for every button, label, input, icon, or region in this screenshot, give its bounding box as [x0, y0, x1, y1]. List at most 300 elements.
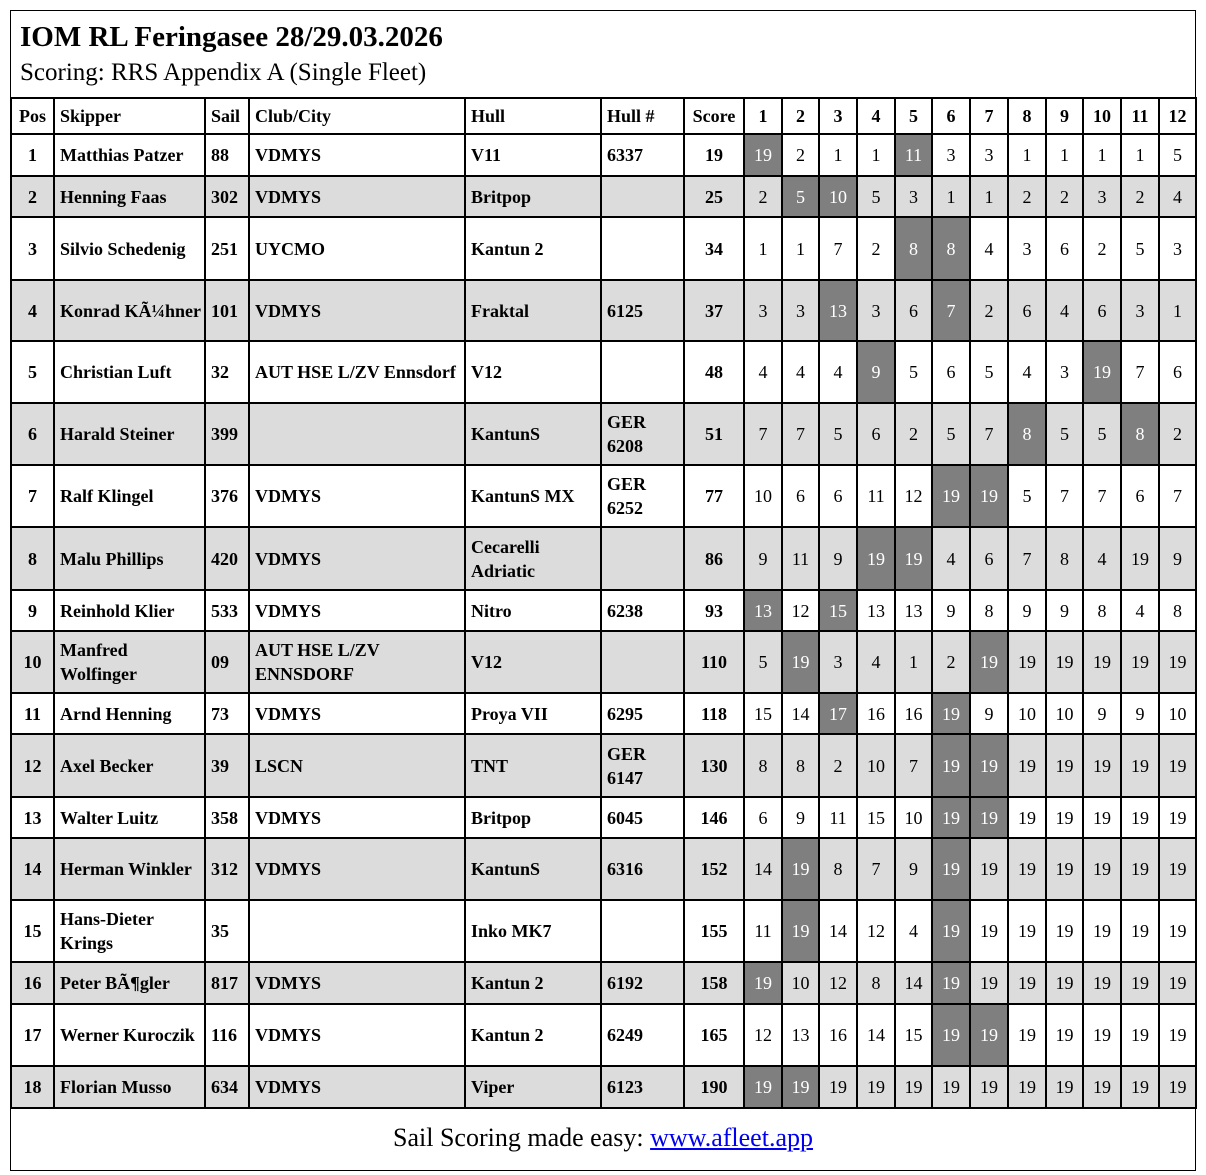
race-score-discarded: 19 [744, 962, 782, 1004]
race-score: 13 [895, 590, 932, 631]
hull-cell: V11 [465, 134, 601, 176]
race-score: 19 [1121, 631, 1159, 693]
race-score-discarded: 19 [932, 797, 970, 838]
table-row [11, 590, 1196, 631]
column-header: Hull # [601, 98, 684, 134]
club-cell: VDMYS [249, 176, 465, 217]
score-cell: 93 [684, 590, 744, 631]
sail-number-cell: 302 [205, 176, 249, 217]
race-score: 5 [819, 403, 857, 465]
race-score: 19 [1046, 900, 1083, 962]
race-score: 11 [744, 900, 782, 962]
column-header: Skipper [54, 98, 205, 134]
race-score-discarded: 17 [819, 693, 857, 734]
race-score: 15 [857, 797, 895, 838]
race-score: 19 [1159, 734, 1196, 797]
race-score: 11 [782, 527, 819, 590]
hull-cell: V12 [465, 631, 601, 693]
column-header: Hull [465, 98, 601, 134]
race-score: 8 [782, 734, 819, 797]
position-cell: 8 [11, 527, 54, 590]
skipper-cell: Reinhold Klier [54, 590, 205, 631]
column-header: 2 [782, 98, 819, 134]
column-header: 5 [895, 98, 932, 134]
race-score: 19 [1008, 1066, 1046, 1108]
hull-cell: Britpop [465, 176, 601, 217]
hull-number-cell: 6249 [601, 1004, 684, 1066]
race-score: 16 [857, 693, 895, 734]
race-score: 8 [744, 734, 782, 797]
hull-number-cell: GER 6147 [601, 734, 684, 797]
race-score: 19 [1121, 838, 1159, 900]
score-cell: 48 [684, 341, 744, 403]
hull-number-cell [601, 217, 684, 280]
score-cell: 77 [684, 465, 744, 527]
table-row [11, 962, 1196, 1004]
race-score: 8 [857, 962, 895, 1004]
skipper-cell: Axel Becker [54, 734, 205, 797]
race-score: 1 [895, 631, 932, 693]
column-header: Club/City [249, 98, 465, 134]
position-cell: 7 [11, 465, 54, 527]
footer-text: Sail Scoring made easy: [393, 1123, 651, 1152]
table-row [11, 280, 1196, 341]
race-score: 19 [1046, 838, 1083, 900]
score-cell: 152 [684, 838, 744, 900]
score-cell: 86 [684, 527, 744, 590]
race-score: 19 [1008, 838, 1046, 900]
race-score: 16 [895, 693, 932, 734]
race-score: 19 [1083, 734, 1121, 797]
club-cell: VDMYS [249, 962, 465, 1004]
sail-number-cell: 73 [205, 693, 249, 734]
score-cell: 158 [684, 962, 744, 1004]
race-score: 5 [1008, 465, 1046, 527]
race-score: 10 [1046, 693, 1083, 734]
club-cell [249, 900, 465, 962]
club-cell: AUT HSE L/ZV ENNSDORF [249, 631, 465, 693]
results-table [10, 97, 1197, 1109]
skipper-cell: Walter Luitz [54, 797, 205, 838]
race-score: 4 [1008, 341, 1046, 403]
race-score: 6 [857, 403, 895, 465]
race-score: 15 [895, 1004, 932, 1066]
race-score-discarded: 19 [744, 134, 782, 176]
column-header: 7 [970, 98, 1008, 134]
race-score: 4 [819, 341, 857, 403]
race-score: 19 [970, 900, 1008, 962]
race-score: 10 [744, 465, 782, 527]
club-cell: VDMYS [249, 797, 465, 838]
race-score: 1 [1046, 134, 1083, 176]
skipper-cell: Ralf Klingel [54, 465, 205, 527]
race-score: 10 [1159, 693, 1196, 734]
race-score-discarded: 11 [895, 134, 932, 176]
race-score: 9 [1121, 693, 1159, 734]
race-score-discarded: 19 [932, 465, 970, 527]
race-score: 7 [1159, 465, 1196, 527]
results-sheet [10, 10, 1196, 1171]
position-cell: 9 [11, 590, 54, 631]
race-score: 19 [1046, 962, 1083, 1004]
race-score: 19 [1046, 1004, 1083, 1066]
race-score: 19 [1121, 900, 1159, 962]
sail-number-cell: 88 [205, 134, 249, 176]
column-header: 9 [1046, 98, 1083, 134]
race-score: 13 [782, 1004, 819, 1066]
race-score: 3 [857, 280, 895, 341]
column-header: 1 [744, 98, 782, 134]
hull-cell: KantunS MX [465, 465, 601, 527]
sail-number-cell: 533 [205, 590, 249, 631]
club-cell: VDMYS [249, 838, 465, 900]
race-score: 3 [895, 176, 932, 217]
table-row [11, 176, 1196, 217]
race-score: 2 [819, 734, 857, 797]
race-score: 19 [1008, 734, 1046, 797]
race-score: 7 [782, 403, 819, 465]
race-score: 1 [970, 176, 1008, 217]
column-header: 12 [1159, 98, 1196, 134]
race-score: 19 [1159, 1004, 1196, 1066]
race-score: 6 [1159, 341, 1196, 403]
race-score-discarded: 19 [1083, 341, 1121, 403]
score-cell: 155 [684, 900, 744, 962]
race-score: 19 [1008, 1004, 1046, 1066]
hull-cell: Kantun 2 [465, 1004, 601, 1066]
race-score: 19 [1083, 962, 1121, 1004]
hull-cell: KantunS [465, 838, 601, 900]
race-score: 19 [1121, 1066, 1159, 1108]
race-score: 4 [1159, 176, 1196, 217]
race-score-discarded: 19 [932, 838, 970, 900]
skipper-cell: Hans-Dieter Krings [54, 900, 205, 962]
race-score: 2 [895, 403, 932, 465]
footer [11, 1123, 1195, 1153]
column-header: 6 [932, 98, 970, 134]
race-score: 19 [932, 1066, 970, 1108]
table-row [11, 631, 1196, 693]
race-score: 4 [857, 631, 895, 693]
race-score: 1 [932, 176, 970, 217]
race-score: 5 [744, 631, 782, 693]
club-cell: VDMYS [249, 134, 465, 176]
position-cell: 14 [11, 838, 54, 900]
hull-number-cell: 6125 [601, 280, 684, 341]
race-score: 12 [782, 590, 819, 631]
score-cell: 34 [684, 217, 744, 280]
sail-number-cell: 376 [205, 465, 249, 527]
race-score: 10 [782, 962, 819, 1004]
hull-cell: Kantun 2 [465, 217, 601, 280]
race-score: 2 [782, 134, 819, 176]
hull-cell: KantunS [465, 403, 601, 465]
table-header-row [11, 98, 1196, 134]
race-score: 7 [895, 734, 932, 797]
race-score: 1 [1121, 134, 1159, 176]
race-score: 7 [744, 403, 782, 465]
race-score-discarded: 19 [782, 900, 819, 962]
club-cell: VDMYS [249, 465, 465, 527]
sail-number-cell: 09 [205, 631, 249, 693]
race-score: 19 [1159, 900, 1196, 962]
race-score: 19 [1159, 838, 1196, 900]
column-header: 4 [857, 98, 895, 134]
skipper-cell: Peter BÃ¶gler [54, 962, 205, 1004]
column-header: 11 [1121, 98, 1159, 134]
race-score: 15 [744, 693, 782, 734]
hull-number-cell: 6238 [601, 590, 684, 631]
position-cell: 1 [11, 134, 54, 176]
hull-number-cell: 6337 [601, 134, 684, 176]
race-score: 1 [744, 217, 782, 280]
score-cell: 25 [684, 176, 744, 217]
race-score: 12 [895, 465, 932, 527]
skipper-cell: Konrad KÃ¼hner [54, 280, 205, 341]
race-score: 19 [1083, 838, 1121, 900]
race-score: 14 [857, 1004, 895, 1066]
race-score: 2 [744, 176, 782, 217]
race-score: 4 [1083, 527, 1121, 590]
table-row [11, 465, 1196, 527]
race-score: 19 [1159, 962, 1196, 1004]
race-score: 1 [857, 134, 895, 176]
race-score: 1 [819, 134, 857, 176]
column-header: 8 [1008, 98, 1046, 134]
race-score: 19 [970, 838, 1008, 900]
table-row [11, 1066, 1196, 1108]
table-row [11, 797, 1196, 838]
race-score: 3 [1046, 341, 1083, 403]
sail-number-cell: 32 [205, 341, 249, 403]
results-body [11, 134, 1196, 1108]
table-row [11, 403, 1196, 465]
race-score: 10 [857, 734, 895, 797]
race-score: 9 [970, 693, 1008, 734]
race-score-discarded: 8 [1008, 403, 1046, 465]
race-score: 9 [744, 527, 782, 590]
race-score-discarded: 10 [819, 176, 857, 217]
race-score-discarded: 19 [782, 838, 819, 900]
race-score-discarded: 19 [932, 1004, 970, 1066]
score-cell: 110 [684, 631, 744, 693]
hull-number-cell: 6045 [601, 797, 684, 838]
race-score: 2 [1121, 176, 1159, 217]
race-score: 9 [1008, 590, 1046, 631]
position-cell: 6 [11, 403, 54, 465]
hull-number-cell: GER 6208 [601, 403, 684, 465]
race-score: 3 [1159, 217, 1196, 280]
sail-number-cell: 399 [205, 403, 249, 465]
skipper-cell: Arnd Henning [54, 693, 205, 734]
race-score: 10 [895, 797, 932, 838]
race-score: 19 [1083, 1004, 1121, 1066]
club-cell: VDMYS [249, 590, 465, 631]
race-score: 8 [819, 838, 857, 900]
column-header: Pos [11, 98, 54, 134]
race-score-discarded: 8 [1121, 403, 1159, 465]
sail-number-cell: 39 [205, 734, 249, 797]
sail-number-cell: 35 [205, 900, 249, 962]
club-cell: VDMYS [249, 1066, 465, 1108]
race-score: 3 [1008, 217, 1046, 280]
table-row [11, 217, 1196, 280]
race-score: 13 [857, 590, 895, 631]
sail-number-cell: 312 [205, 838, 249, 900]
race-score: 11 [857, 465, 895, 527]
sail-number-cell: 116 [205, 1004, 249, 1066]
race-score: 6 [1121, 465, 1159, 527]
race-score-discarded: 19 [970, 734, 1008, 797]
skipper-cell: Malu Phillips [54, 527, 205, 590]
race-score: 19 [895, 1066, 932, 1108]
race-score: 19 [1046, 734, 1083, 797]
race-score: 6 [744, 797, 782, 838]
position-cell: 17 [11, 1004, 54, 1066]
race-score: 10 [1008, 693, 1046, 734]
hull-number-cell [601, 900, 684, 962]
race-score-discarded: 19 [895, 527, 932, 590]
race-score: 9 [1083, 693, 1121, 734]
race-score: 4 [970, 217, 1008, 280]
race-score: 3 [970, 134, 1008, 176]
race-score: 19 [970, 962, 1008, 1004]
score-cell: 130 [684, 734, 744, 797]
race-score: 4 [932, 527, 970, 590]
race-score: 3 [744, 280, 782, 341]
race-score: 8 [1046, 527, 1083, 590]
race-score: 9 [1159, 527, 1196, 590]
race-score-discarded: 8 [932, 217, 970, 280]
race-score: 6 [819, 465, 857, 527]
race-score: 19 [1159, 797, 1196, 838]
sail-number-cell: 358 [205, 797, 249, 838]
race-score: 6 [1008, 280, 1046, 341]
sail-number-cell: 420 [205, 527, 249, 590]
race-score: 14 [895, 962, 932, 1004]
race-score: 7 [970, 403, 1008, 465]
hull-cell: Cecarelli Adriatic [465, 527, 601, 590]
hull-number-cell: 6123 [601, 1066, 684, 1108]
hull-number-cell: 6295 [601, 693, 684, 734]
hull-cell: TNT [465, 734, 601, 797]
race-score: 6 [1083, 280, 1121, 341]
sail-number-cell: 817 [205, 962, 249, 1004]
race-score: 3 [782, 280, 819, 341]
skipper-cell: Manfred Wolfinger [54, 631, 205, 693]
afleet-link[interactable]: www.afleet.app [650, 1123, 813, 1152]
race-score: 19 [1046, 631, 1083, 693]
score-cell: 118 [684, 693, 744, 734]
race-score: 3 [819, 631, 857, 693]
table-row [11, 838, 1196, 900]
hull-cell: Britpop [465, 797, 601, 838]
race-score: 19 [970, 1066, 1008, 1108]
race-score: 8 [1159, 590, 1196, 631]
race-score: 19 [1121, 734, 1159, 797]
position-cell: 3 [11, 217, 54, 280]
race-score-discarded: 13 [819, 280, 857, 341]
club-cell: AUT HSE L/ZV Ennsdorf [249, 341, 465, 403]
club-cell: UYCMO [249, 217, 465, 280]
hull-number-cell [601, 341, 684, 403]
race-score: 7 [1083, 465, 1121, 527]
race-score: 9 [895, 838, 932, 900]
race-score: 12 [857, 900, 895, 962]
race-score: 6 [782, 465, 819, 527]
hull-number-cell [601, 176, 684, 217]
column-header: 3 [819, 98, 857, 134]
score-cell: 19 [684, 134, 744, 176]
race-score: 4 [895, 900, 932, 962]
race-score: 5 [932, 403, 970, 465]
score-cell: 51 [684, 403, 744, 465]
skipper-cell: Christian Luft [54, 341, 205, 403]
race-score: 19 [1121, 797, 1159, 838]
race-score: 6 [970, 527, 1008, 590]
race-score: 19 [1121, 527, 1159, 590]
race-score: 3 [932, 134, 970, 176]
column-header: Sail [205, 98, 249, 134]
sheet-header [11, 11, 1195, 97]
club-cell: VDMYS [249, 280, 465, 341]
race-score: 9 [932, 590, 970, 631]
skipper-cell: Silvio Schedenig [54, 217, 205, 280]
race-score: 2 [1046, 176, 1083, 217]
club-cell: LSCN [249, 734, 465, 797]
race-score-discarded: 8 [895, 217, 932, 280]
race-score-discarded: 19 [932, 734, 970, 797]
skipper-cell: Matthias Patzer [54, 134, 205, 176]
score-cell: 37 [684, 280, 744, 341]
skipper-cell: Werner Kuroczik [54, 1004, 205, 1066]
race-score: 19 [1159, 1066, 1196, 1108]
race-score: 1 [1159, 280, 1196, 341]
race-score-discarded: 19 [782, 631, 819, 693]
skipper-cell: Florian Musso [54, 1066, 205, 1108]
race-score-discarded: 19 [970, 465, 1008, 527]
race-score: 3 [1121, 280, 1159, 341]
race-score: 9 [819, 527, 857, 590]
position-cell: 5 [11, 341, 54, 403]
race-score: 19 [1121, 1004, 1159, 1066]
position-cell: 12 [11, 734, 54, 797]
scoring-system: Scoring: RRS Appendix A (Single Fleet) [20, 59, 427, 86]
race-score: 5 [895, 341, 932, 403]
position-cell: 4 [11, 280, 54, 341]
position-cell: 10 [11, 631, 54, 693]
race-score: 19 [1083, 631, 1121, 693]
race-score: 8 [1083, 590, 1121, 631]
race-score: 1 [782, 217, 819, 280]
score-cell: 146 [684, 797, 744, 838]
race-score: 5 [970, 341, 1008, 403]
club-cell [249, 403, 465, 465]
race-score: 19 [1083, 1066, 1121, 1108]
position-cell: 15 [11, 900, 54, 962]
race-score: 19 [1008, 962, 1046, 1004]
sail-number-cell: 634 [205, 1066, 249, 1108]
race-score: 6 [932, 341, 970, 403]
race-score: 5 [1159, 134, 1196, 176]
race-score: 19 [1159, 631, 1196, 693]
race-score: 19 [1083, 900, 1121, 962]
race-score: 7 [1008, 527, 1046, 590]
race-score: 16 [819, 1004, 857, 1066]
race-score: 12 [744, 1004, 782, 1066]
table-row [11, 527, 1196, 590]
hull-cell: V12 [465, 341, 601, 403]
